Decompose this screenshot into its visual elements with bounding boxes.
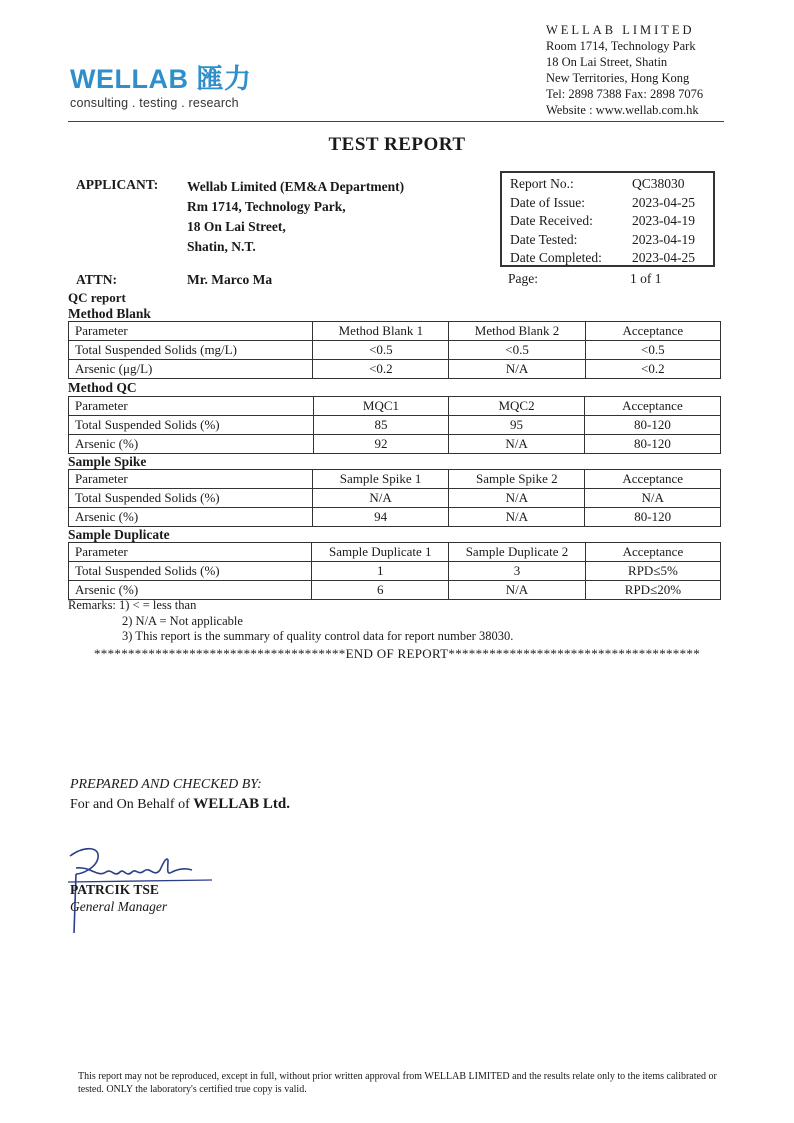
- table-cell: Arsenic (μg/L): [69, 360, 313, 379]
- table-cell: Arsenic (%): [69, 435, 314, 454]
- table-header-cell: Sample Spike 2: [449, 470, 585, 489]
- info-label: Date of Issue:: [510, 194, 585, 210]
- method-blank-title: Method Blank: [68, 306, 151, 321]
- remark-item: 1) < = less than: [119, 598, 197, 612]
- table-cell: Total Suspended Solids (%): [69, 562, 312, 581]
- company-logo: [70, 64, 251, 110]
- table-cell: 80-120: [584, 416, 720, 435]
- table-cell: 85: [313, 416, 449, 435]
- attn-value: Mr. Marco Ma: [187, 272, 273, 287]
- info-value: 2023-04-19: [632, 231, 695, 247]
- table-row: [69, 581, 721, 600]
- behalf-prefix: For and On Behalf of: [70, 797, 194, 812]
- sample-duplicate-title: Sample Duplicate: [68, 527, 170, 542]
- page-indicator: [508, 271, 662, 287]
- table-header-cell: MQC2: [449, 397, 585, 416]
- table-row: [69, 435, 721, 454]
- attn-label: ATTN:: [76, 272, 118, 287]
- sample-spike-table: [68, 469, 721, 527]
- table-header-cell: Parameter: [69, 470, 313, 489]
- table-cell: N/A: [449, 508, 585, 527]
- info-value: QC38030: [632, 176, 685, 191]
- table-header-row: [69, 397, 721, 416]
- table-cell: RPD≤5%: [585, 562, 720, 581]
- table-cell: N/A: [449, 435, 585, 454]
- table-header-cell: Acceptance: [584, 397, 720, 416]
- company-name: WELLAB LIMITED: [546, 23, 695, 37]
- table-header-cell: Method Blank 1: [313, 322, 449, 341]
- info-value: 2023-04-19: [632, 213, 695, 228]
- address-line: New Territories, Hong Kong: [546, 71, 690, 85]
- sample-spike-title: Sample Spike: [68, 454, 147, 469]
- remarks-block: [68, 598, 513, 645]
- table-header-row: [69, 543, 721, 562]
- sample-duplicate-table: [68, 542, 721, 600]
- table-header-cell: Parameter: [69, 543, 312, 562]
- footer-disclaimer: This report may not be reproduced, except in full, without prior written approval from WELLAB LIMITED and the results relate only to the items calibrated or tested. ONLY the laboratory's certified true copy is valid.: [78, 1071, 717, 1095]
- table-row: [69, 416, 721, 435]
- table-cell: Total Suspended Solids (%): [69, 489, 313, 508]
- table-cell: N/A: [312, 489, 448, 508]
- table-cell: 80-120: [584, 435, 720, 454]
- info-label: Date Received:: [510, 213, 593, 228]
- table-cell: 1: [312, 562, 449, 581]
- applicant-label: APPLICANT:: [76, 177, 159, 192]
- header-divider: [68, 121, 724, 122]
- remarks-label: Remarks:: [68, 598, 116, 612]
- method-qc-table: [68, 396, 721, 454]
- address-line: Room 1714, Technology Park: [546, 39, 696, 53]
- table-header-row: [69, 470, 721, 489]
- remark-item: 2) N/A = Not applicable: [122, 613, 243, 628]
- table-header-cell: Sample Duplicate 2: [449, 543, 586, 562]
- table-header-cell: Sample Spike 1: [312, 470, 448, 489]
- table-cell: <0.5: [585, 341, 720, 360]
- info-label: Date Tested:: [510, 231, 578, 247]
- table-header-row: [69, 322, 721, 341]
- website-line: Website : www.wellab.com.hk: [546, 103, 699, 117]
- table-header-cell: Parameter: [69, 397, 314, 416]
- table-header-cell: MQC1: [313, 397, 449, 416]
- table-cell: 3: [449, 562, 586, 581]
- info-value: 2023-04-25: [632, 250, 695, 265]
- table-row: [69, 489, 721, 508]
- qc-report-label: QC report: [68, 290, 126, 305]
- table-cell: N/A: [449, 581, 586, 600]
- table-cell: N/A: [449, 360, 585, 379]
- applicant-line: Shatin, N.T.: [187, 239, 256, 254]
- table-row: [69, 341, 721, 360]
- info-row-date-tested: [510, 232, 710, 251]
- prepared-by-label: PREPARED AND CHECKED BY:: [70, 777, 262, 792]
- info-label: Date Completed:: [510, 250, 602, 265]
- table-cell: <0.5: [449, 341, 585, 360]
- table-cell: N/A: [585, 489, 721, 508]
- method-blank-table: [68, 321, 721, 379]
- table-header-cell: Acceptance: [585, 470, 721, 489]
- logo-tagline: consulting . testing . research: [70, 96, 239, 110]
- report-info-box: [500, 171, 715, 267]
- table-header-cell: Sample Duplicate 1: [312, 543, 449, 562]
- info-label: Report No.:: [510, 176, 574, 191]
- table-header-cell: Parameter: [69, 322, 313, 341]
- table-cell: 6: [312, 581, 449, 600]
- table-cell: 92: [313, 435, 449, 454]
- remark-item: 3) This report is the summary of quality control data for report number 38030.: [122, 629, 514, 643]
- table-cell: Total Suspended Solids (%): [69, 416, 314, 435]
- applicant-line: 18 On Lai Street,: [187, 219, 286, 234]
- end-of-report-line: *************************************END OF REPORT*************************************: [94, 646, 700, 661]
- logo-text: WELLAB 匯力: [70, 64, 252, 94]
- company-address-block: [546, 22, 703, 118]
- table-cell: RPD≤20%: [585, 581, 720, 600]
- applicant-line: Wellab Limited (EM&A Department): [187, 179, 405, 194]
- signatory-name: PATRCIK TSE: [70, 882, 159, 897]
- info-row-date-completed: [510, 250, 710, 269]
- table-header-cell: Acceptance: [585, 543, 720, 562]
- report-title: TEST REPORT: [328, 134, 466, 155]
- table-cell: 95: [449, 416, 585, 435]
- table-cell: <0.5: [313, 341, 449, 360]
- on-behalf-line: [70, 796, 290, 813]
- applicant-line: Rm 1714, Technology Park,: [187, 199, 346, 214]
- table-cell: Arsenic (%): [69, 508, 313, 527]
- signatory-title: General Manager: [70, 899, 168, 914]
- table-header-cell: Acceptance: [585, 322, 720, 341]
- table-cell: <0.2: [313, 360, 449, 379]
- info-row-date-received: [510, 213, 710, 232]
- table-row: [69, 562, 721, 581]
- page-label: Page:: [508, 271, 538, 286]
- remark-line: [68, 598, 513, 614]
- table-cell: 80-120: [585, 508, 721, 527]
- table-row: [69, 360, 721, 379]
- table-cell: 94: [312, 508, 448, 527]
- table-cell: <0.2: [585, 360, 720, 379]
- method-qc-title: Method QC: [68, 380, 137, 395]
- table-cell: N/A: [449, 489, 585, 508]
- address-line: 18 On Lai Street, Shatin: [546, 55, 668, 69]
- table-cell: Total Suspended Solids (mg/L): [69, 341, 313, 360]
- table-header-cell: Method Blank 2: [449, 322, 585, 341]
- applicant-details: [187, 177, 404, 257]
- info-value: 2023-04-25: [632, 194, 695, 210]
- info-row-date-issue: [510, 195, 710, 214]
- info-row-report-no: [510, 176, 710, 195]
- page-value: 1 of 1: [630, 271, 662, 286]
- behalf-company: WELLAB Ltd.: [193, 796, 290, 812]
- table-cell: Arsenic (%): [69, 581, 312, 600]
- table-row: [69, 508, 721, 527]
- contact-line: Tel: 2898 7388 Fax: 2898 7076: [546, 87, 704, 101]
